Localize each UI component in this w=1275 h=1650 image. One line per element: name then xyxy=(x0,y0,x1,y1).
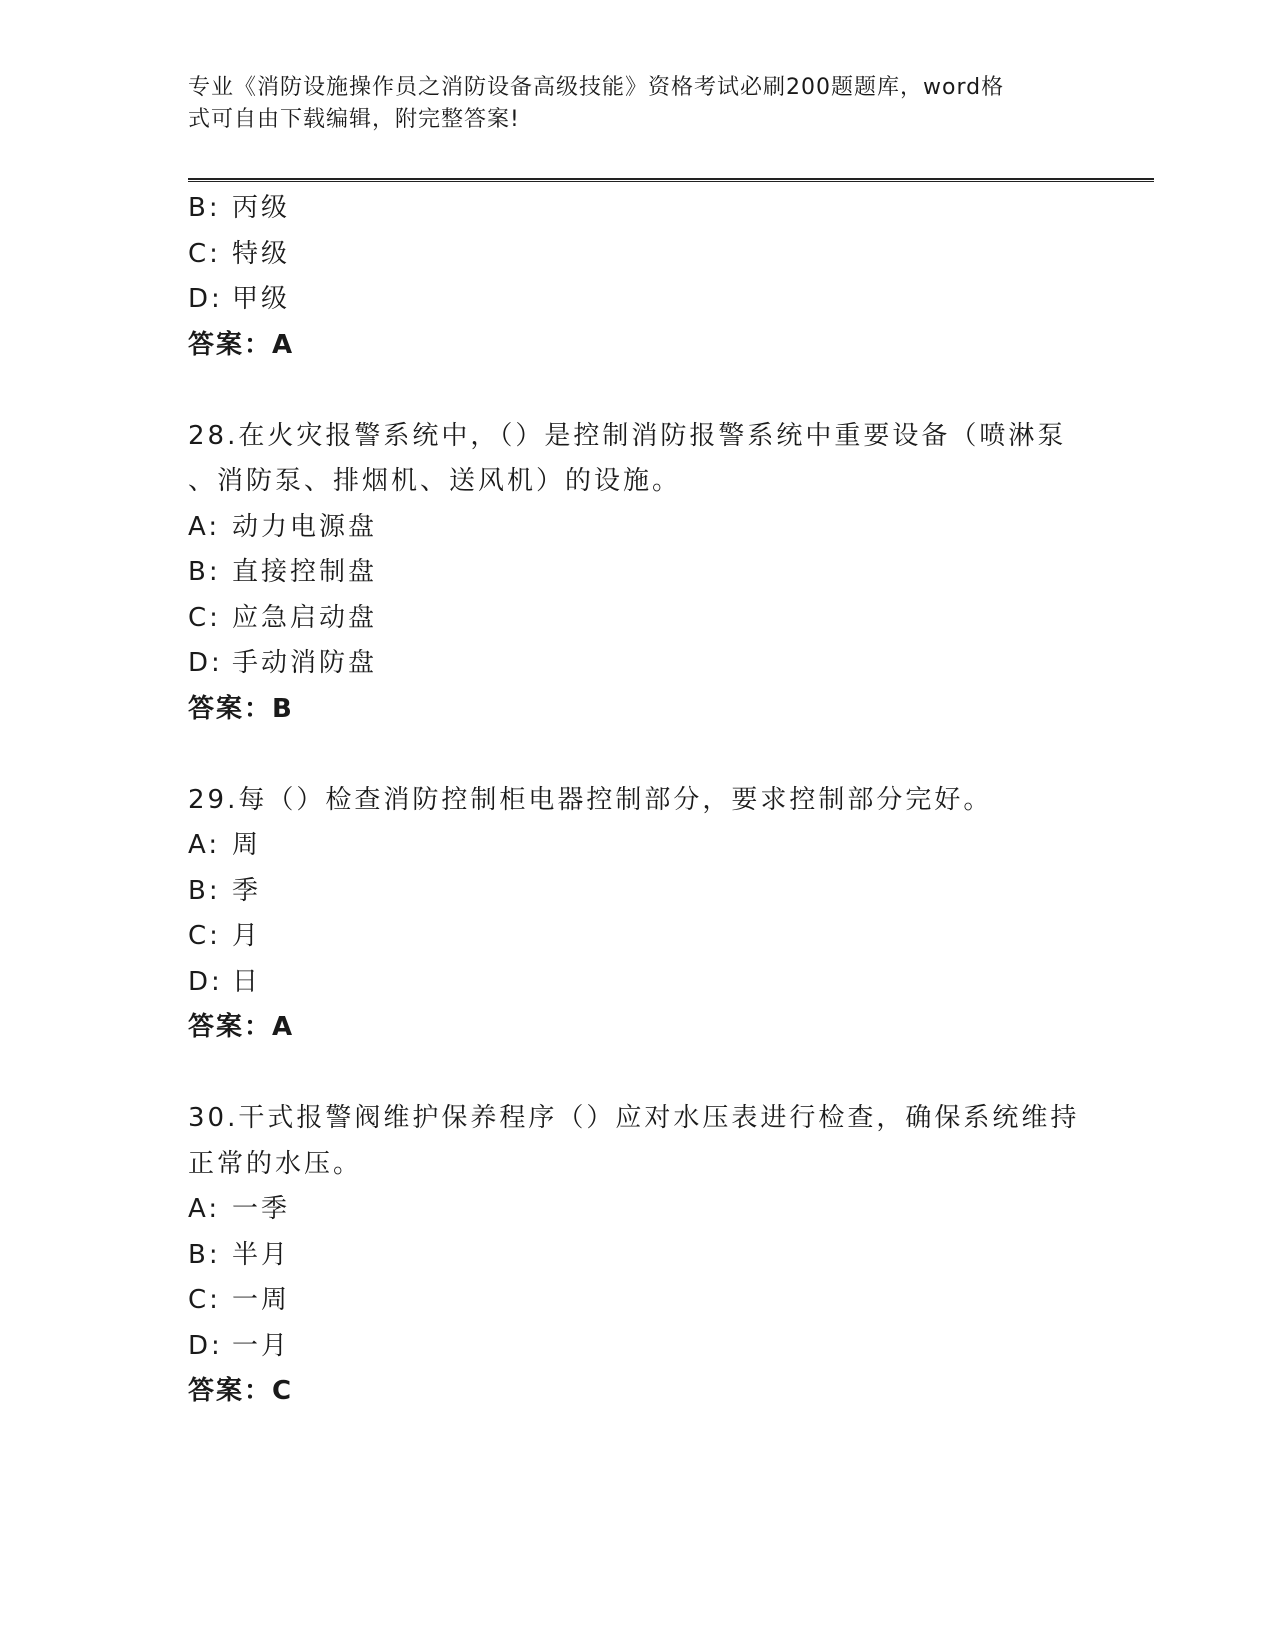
question-stem-line-1: 29.每（）检查消防控制柜电器控制部分，要求控制部分完好。 xyxy=(188,784,993,815)
question-stem-line-1: 30.干式报警阀维护保养程序（）应对水压表进行检查，确保系统维持 xyxy=(188,1103,1080,1133)
answer-line: 答案：B xyxy=(188,693,294,724)
option-b: B: 直接控制盘 xyxy=(188,557,378,587)
option-c: C: 特级 xyxy=(188,238,291,269)
option-d: D: 日 xyxy=(188,966,262,997)
option-b: B: 半月 xyxy=(188,1239,291,1270)
option-c: C: 一周 xyxy=(188,1285,291,1315)
carryover-question xyxy=(188,186,1088,368)
header-divider xyxy=(188,178,1154,182)
option-a: A: 一季 xyxy=(188,1194,291,1224)
answer-line: 答案：A xyxy=(188,329,295,360)
question-stem-line-2: 、消防泵、排烟机、送风机）的设施。 xyxy=(188,466,682,496)
option-a: A: 周 xyxy=(188,830,262,860)
question-stem-line-2: 正常的水压。 xyxy=(188,1148,363,1179)
question-29 xyxy=(188,778,1088,1051)
option-b: B: 季 xyxy=(188,875,262,906)
option-d: D: 手动消防盘 xyxy=(188,648,378,678)
option-a: A: 动力电源盘 xyxy=(188,511,378,542)
header-line-2: 式可自由下载编辑，附完整答案! xyxy=(188,107,520,132)
option-b: B: 丙级 xyxy=(188,193,291,223)
answer-line: 答案：A xyxy=(188,1012,295,1042)
question-30 xyxy=(188,1096,1088,1415)
question-list xyxy=(188,186,1088,1415)
header-line-1: 专业《消防设施操作员之消防设备高级技能》资格考试必刷200题题库，word格 xyxy=(188,75,1005,100)
page-header xyxy=(188,72,1068,136)
question-28 xyxy=(188,414,1088,733)
option-c: C: 月 xyxy=(188,921,262,951)
option-d: D: 甲级 xyxy=(188,284,291,314)
question-stem-line-1: 28.在火灾报警系统中，（）是控制消防报警系统中重要设备（喷淋泵 xyxy=(188,420,1067,451)
answer-line: 答案：C xyxy=(188,1376,294,1406)
option-c: C: 应急启动盘 xyxy=(188,602,378,633)
option-d: D: 一月 xyxy=(188,1330,291,1361)
